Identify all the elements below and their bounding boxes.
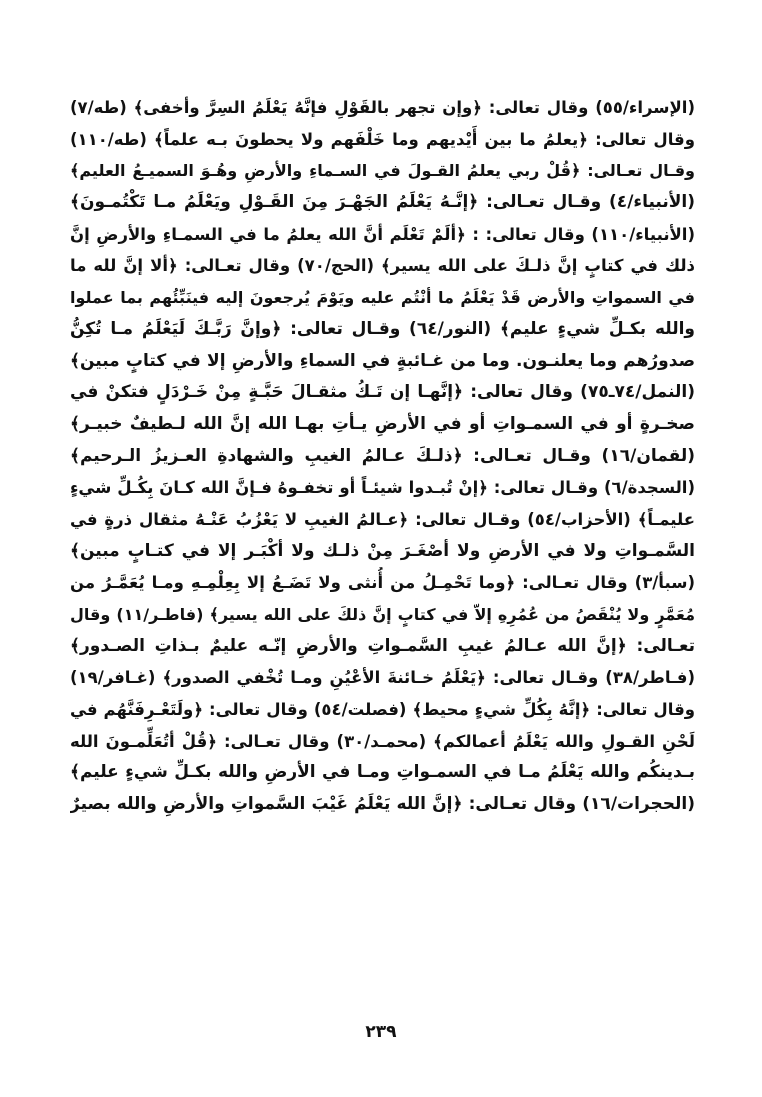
text-line: عليمـاً﴾ (الأحزاب/٥٤) وقـال تعالى: ﴿عـالمُ الغيبِ لا يَعْزُبُ عَنْـهُ مثقال ذرةٍ في [70,509,695,529]
body-text [70,92,695,821]
text-line: (لقمان/١٦) وقـال تعـالى: ﴿ذلـكَ عـالمُ الغيبِ والشهادةِ العـزيزُ الـرحيم﴾ [70,445,695,466]
text-line: (سبأ/٣) وقال تعـالى: ﴿وما تَحْمِـلُ من أُنثى ولا تَضَـعُ إلا بِعِلْمِـهِ ومـا يُعَمَّـرُ من [70,573,695,593]
text-line: وقال تعالى: ﴿يعلمُ ما بين أَيْديهم وما خَلْفَهم ولا يحطونَ بـه علماً﴾ (طه/١١٠) [70,129,695,149]
text-line: صدورُهم وما يعلنـون. وما من غـائبةٍ في السماءِ والأرضِ إلا في كتابٍ مبين﴾ [70,350,695,371]
text-line: بـدينكُم والله يَعْلَمُ مـا في السمـواتِ ومـا في الأرضِ والله بكـلِّ شيءٍ عليم﴾ [70,762,695,783]
text-line: صخـرةٍ أو في السمـواتِ أو في الأرضِ يـأتِ بهـا الله إنَّ الله لـطيفٌ خبيـر﴾ [70,413,695,434]
text-line: (النمل/٧٤ـ٧٥) وقال تعالى: ﴿إنَّهـا إن تَـكُ مثقـالَ حَبَّـةٍ مِنْ خَـرْدَلٍ فتكنْ في [70,382,695,403]
text-line: (فـاطر/٣٨) وقـال تعالى: ﴿يَعْلَمُ خـائنةَ الأعْيُنِ ومـا تُخْفي الصدور﴾ (غـافر/١٩) [70,668,695,688]
text-line: مُعَمَّرٍ ولا يُنْقَصُ من عُمُرِهِ إلاّ في كتابٍ إنَّ ذلكَ على الله يسير﴾ (فاطـر/١١) وقال [70,605,695,624]
text-line: (الإسراء/٥٥) وقال تعالى: ﴿وإن تجهر بالقَوْلِ فإنَّهُ يَعْلَمُ السِرَّ وأخفى﴾ (طه/٧) [70,98,695,117]
text-line: (الأنبياء/١١٠) وقال تعالى: : ﴿ألَمْ تَعْلَم أنَّ الله يعلمُ ما في السمـاءِ والأرضِ إنَّ [70,224,695,244]
text-line: السَّمـواتِ ولا في الأرضِ ولا أصْغَـرَ مِنْ ذلـك ولا أكْبَـر إلا في كتـابٍ مبين﴾ [70,540,695,561]
text-line: ذلك في كتابٍ إنَّ ذلـكَ على الله يسير﴾ (الحج/٧٠) وقال تعـالى: ﴿ألا إنَّ لله ما [70,256,695,276]
text-line: (السجدة/٦) وقـال تعالى: ﴿إنْ تُبـدوا شيئـاً أو تخفـوهُ فـإنَّ الله كـانَ بِكُـلِّ شيءٍ [70,478,695,498]
text-line: وقال تعالى: ﴿إنَّهُ بِكُلِّ شيءٍ محيط﴾ (فصلت/٥٤) وقال تعالى: ﴿ولَتَعْـرِفَنَّهُم في [70,700,695,720]
page-number: ٢٣٩ [365,1022,397,1042]
text-line: والله بكـلِّ شيءٍ عليم﴾ (النور/٦٤) وقـال تعالى: ﴿وإنَّ رَبَّـكَ لَيَعْلَمُ مـا تُكِنُّ [70,318,695,339]
text-line: لَحْنِ القـولِ والله يَعْلَمُ أعمالكم﴾ (محمـد/٣٠) وقال تعـالى: ﴿قُلْ أتُعَلِّمـونَ الله [70,731,695,751]
text-line: تعـالى: ﴿إنَّ الله عـالمُ غيبِ السَّمـواتِ والأرضِ إنّـه عليمٌ بـذاتِ الصـدور﴾ [70,635,695,656]
text-line: (الأنبياء/٤) وقـال تعـالى: ﴿إنَّـهُ يَعْلَمُ الجَهْـرَ مِنَ القَـوْلِ ويَعْلَمُ مـا تَكْتُمـونَ﴾ [70,192,695,213]
text-line: في السمواتِ والأرض قَدْ يَعْلَمُ ما أنْتُم عليه ويَوْمَ يُرجعونَ إليه فينَبِّئُهم بما عملوا [70,288,695,308]
text-line: وقـال تعـالى: ﴿قُلْ ربي يعلمُ القـولَ في السـماءِ والأرضِ وهُـوَ السميـعُ العليم﴾ [70,161,695,181]
text-line: (الحجرات/١٦) وقال تعـالى: ﴿إنَّ الله يَعْلَمُ غَيْبَ السَّمواتِ والأرضِ والله بصيرٌ [70,794,695,815]
